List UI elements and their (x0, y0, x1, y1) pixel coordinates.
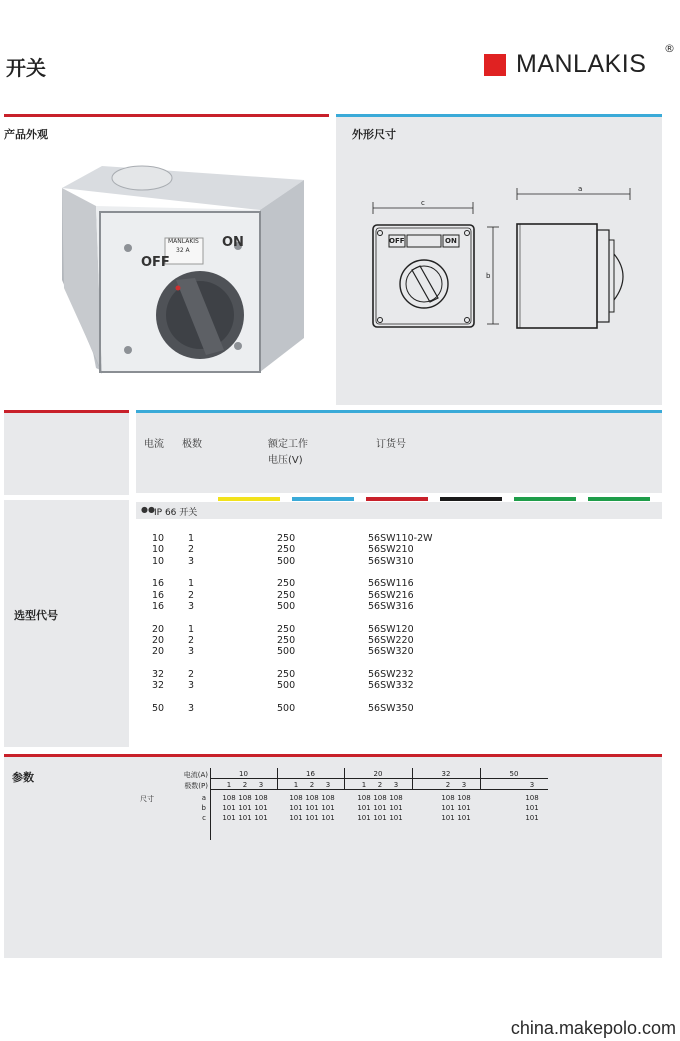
selection-cell: 3 (188, 702, 195, 714)
watermark: china.makepolo.com (510, 1018, 676, 1038)
appearance-heading: 产品外观 (4, 128, 48, 141)
water-drop-icon: ●● (141, 505, 155, 514)
selection-cell: 500 (277, 702, 296, 714)
selection-cell: 1 (188, 578, 195, 590)
param-dim-value: 101 (373, 814, 387, 822)
color-stripe (292, 497, 354, 501)
product-photo (50, 160, 320, 380)
dim-b-label: b (486, 272, 491, 280)
drawing-on-label: ON (445, 237, 457, 245)
param-dim-value: 101 (389, 804, 403, 812)
param-dim-value: 101 (289, 814, 303, 822)
dimension-drawing (360, 180, 660, 340)
section-rule-red (4, 114, 329, 117)
param-pole-value: 2 (445, 781, 451, 789)
brand-logo (484, 42, 675, 79)
param-dim-value: 101 (357, 814, 371, 822)
param-dim-value: 108 (289, 794, 303, 802)
product-off-label: OFF (141, 255, 170, 270)
param-pole-value: 3 (461, 781, 467, 789)
selection-cell: 500 (277, 600, 296, 612)
header-poles: 极数 (182, 439, 202, 450)
param-pole-value: 1 (226, 781, 232, 789)
selection-cell: 56SW232 (368, 668, 414, 680)
param-table (136, 768, 556, 840)
param-current-value: 50 (509, 770, 519, 778)
param-dim-value: 101 (254, 814, 268, 822)
dim-a-label: a (578, 185, 583, 193)
param-dim-value: 101 (238, 814, 252, 822)
product-on-label: ON (222, 235, 244, 250)
registered-mark: ® (664, 42, 675, 55)
selection-cell: 2 (188, 544, 195, 556)
param-dim-value: 108 (525, 794, 539, 802)
param-current-label: 电流(A) (183, 771, 208, 779)
param-poles-label: 极数(P) (184, 782, 208, 790)
color-stripes (218, 497, 658, 501)
param-dim-value: 101 (441, 804, 455, 812)
selection-cell: 20 (152, 634, 165, 646)
param-dim-value: 108 (222, 794, 236, 802)
param-grid-line (210, 778, 548, 779)
param-dim-value: 101 (457, 814, 471, 822)
param-pole-value: 3 (258, 781, 264, 789)
header-voltage-1: 额定工作 (268, 439, 308, 450)
selection-cell: 56SW350 (368, 702, 414, 714)
dimension-heading: 外形尺寸 (352, 128, 396, 141)
param-dim-value: 108 (373, 794, 387, 802)
selection-cell: 16 (152, 578, 165, 590)
param-dim-value: 108 (457, 794, 471, 802)
params-heading: 参数 (12, 771, 34, 784)
selection-cell: 250 (277, 544, 296, 556)
header-order: 订货号 (376, 439, 406, 450)
param-pole-value: 3 (325, 781, 331, 789)
param-dim-value: 101 (222, 814, 236, 822)
header-current: 电流 (144, 439, 164, 450)
param-pole-value: 3 (529, 781, 535, 789)
selection-cell: 250 (277, 589, 296, 601)
param-size-label: 尺寸 (140, 795, 154, 803)
selection-cell: 500 (277, 555, 296, 567)
param-grid-line (210, 768, 211, 840)
param-dim-value: 101 (373, 804, 387, 812)
selection-cell: 20 (152, 646, 165, 658)
selection-cell: 32 (152, 680, 165, 692)
selection-cell: 500 (277, 646, 296, 658)
selection-cell: 56SW216 (368, 589, 414, 601)
selection-cell: 2 (188, 668, 195, 680)
param-pole-value: 1 (361, 781, 367, 789)
selection-cell: 1 (188, 533, 195, 544)
param-dim-value: 108 (238, 794, 252, 802)
param-current-value: 10 (239, 770, 248, 778)
param-row-letter: c (202, 814, 206, 822)
param-current-value: 16 (306, 770, 315, 778)
param-dim-value: 101 (321, 814, 335, 822)
param-row-letter: a (201, 794, 206, 802)
ip-label: IP 66 开关 (154, 508, 198, 518)
selection-cell: 3 (188, 680, 195, 692)
param-dim-value: 101 (238, 804, 252, 812)
selection-cell: 250 (277, 634, 296, 646)
selection-cell: 20 (152, 623, 165, 635)
selection-cell: 500 (277, 680, 296, 692)
color-stripe (514, 497, 576, 501)
ip-row (136, 502, 662, 519)
param-dim-value: 108 (321, 794, 335, 802)
selection-cell: 2 (188, 634, 195, 646)
selection-cell: 3 (188, 646, 195, 658)
selection-heading: 选型代号 (14, 609, 58, 622)
selection-cell: 56SW332 (368, 680, 414, 692)
param-current-value: 20 (373, 770, 383, 778)
selection-side-top (4, 413, 129, 495)
product-plate-brand: MANLAKIS (168, 238, 199, 245)
param-dim-value: 101 (305, 804, 319, 812)
color-stripe (218, 497, 280, 501)
selection-cell: 56SW310 (368, 555, 414, 567)
brand-square-icon (484, 54, 506, 76)
product-plate-rating: 32 A (176, 247, 190, 254)
param-dim-value: 108 (305, 794, 319, 802)
param-dim-value: 101 (389, 814, 403, 822)
param-pole-value: 2 (377, 781, 383, 789)
param-pole-value: 2 (309, 781, 315, 789)
selection-cell: 250 (277, 668, 296, 680)
selection-cell: 56SW110-2W (368, 533, 433, 544)
color-stripe (588, 497, 650, 501)
selection-cell: 10 (152, 544, 165, 556)
param-dim-value: 101 (289, 804, 303, 812)
brand-name: MANLAKIS (516, 50, 647, 78)
selection-cell: 3 (188, 600, 195, 612)
selection-cell: 56SW220 (368, 634, 414, 646)
selection-cell: 56SW320 (368, 646, 414, 658)
param-dim-value: 101 (321, 804, 335, 812)
param-dim-value: 108 (389, 794, 403, 802)
param-dim-value: 101 (357, 804, 371, 812)
selection-side (4, 500, 129, 747)
param-dim-value: 101 (525, 814, 539, 822)
selection-cell: 56SW210 (368, 544, 414, 556)
selection-cell: 2 (188, 589, 195, 601)
param-dim-value: 108 (441, 794, 455, 802)
param-row-letter: b (201, 804, 206, 812)
param-dim-value: 108 (357, 794, 371, 802)
selection-cell: 32 (152, 668, 165, 680)
selection-cell: 250 (277, 578, 296, 590)
param-dim-value: 101 (222, 804, 236, 812)
selection-cell: 16 (152, 589, 165, 601)
selection-cell: 56SW316 (368, 600, 414, 612)
dim-c-label: c (421, 199, 425, 207)
selection-cell: 3 (188, 555, 195, 567)
param-dim-value: 101 (457, 804, 471, 812)
drawing-off-label: OFF (389, 237, 405, 245)
selection-cell: 250 (277, 533, 296, 544)
color-stripe (366, 497, 428, 501)
param-pole-value: 2 (242, 781, 248, 789)
param-dim-value: 101 (305, 814, 319, 822)
selection-cell: 16 (152, 600, 165, 612)
selection-cell: 1 (188, 623, 195, 635)
param-dim-value: 101 (525, 804, 539, 812)
param-dim-value: 101 (254, 804, 268, 812)
selection-cell: 56SW120 (368, 623, 414, 635)
selection-cell: 50 (152, 702, 165, 714)
selection-cell: 10 (152, 533, 165, 544)
header-voltage-2: 电压(V) (268, 455, 303, 466)
selection-cell: 10 (152, 555, 165, 567)
param-dim-value: 108 (254, 794, 268, 802)
selection-cell: 250 (277, 623, 296, 635)
param-pole-value: 1 (293, 781, 299, 789)
param-grid-line (210, 789, 548, 790)
color-stripe (440, 497, 502, 501)
page-title: 开关 (6, 56, 46, 80)
param-dim-value: 101 (441, 814, 455, 822)
selection-cell: 56SW116 (368, 578, 414, 590)
selection-header-panel (136, 413, 662, 493)
param-current-value: 32 (441, 770, 451, 778)
param-pole-value: 3 (393, 781, 399, 789)
